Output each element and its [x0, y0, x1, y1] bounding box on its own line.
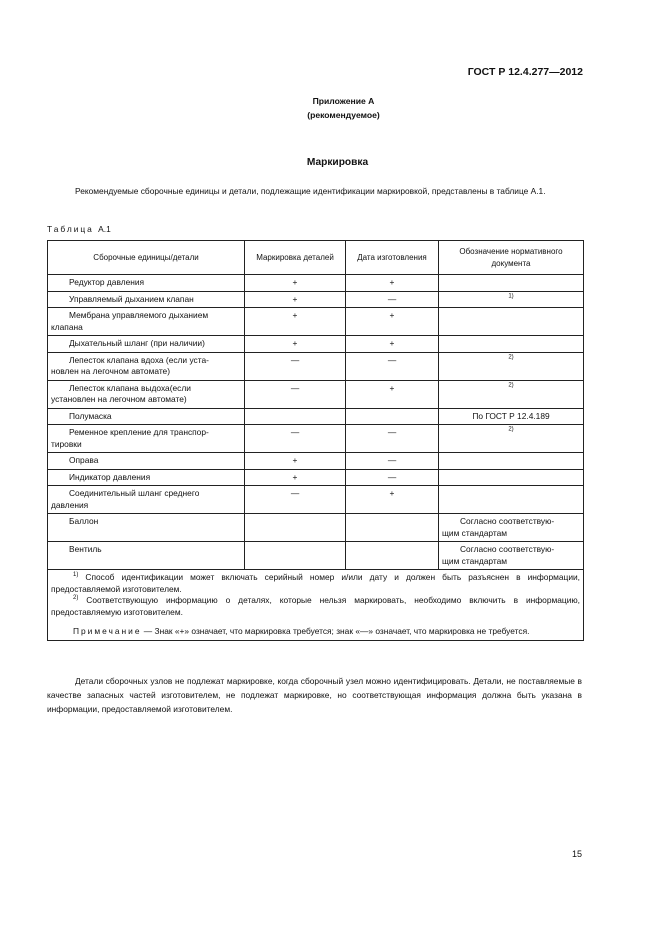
row-doc [439, 308, 584, 336]
row-marking: + [245, 275, 346, 292]
row-name: Соединительный шланг среднего [69, 488, 200, 498]
footnote-ref: 2) [508, 354, 514, 361]
intro-paragraph: Рекомендуемые сборочные единицы и детали, подлежащие идентификации маркировкой, представлены в таблице А.1. [75, 186, 546, 196]
row-name: Лепесток клапана вдоха (если уста- [69, 354, 209, 365]
table-caption-number: А.1 [98, 224, 111, 234]
note-text: — Знак «+» означает, что маркировка требуется; знак «—» означает, что маркировка не требуется. [141, 626, 530, 636]
row-date [346, 514, 439, 542]
row-doc-cont: щим стандартам [442, 527, 508, 538]
row-doc: По ГОСТ Р 12.4.189 [439, 408, 584, 425]
table-row [48, 336, 584, 353]
row-date: + [346, 336, 439, 353]
row-marking: — [245, 486, 346, 514]
table-header-row [48, 241, 584, 275]
row-name: Вентиль [69, 544, 102, 554]
page-number: 15 [571, 849, 582, 859]
header-marking: Маркировка деталей [245, 241, 346, 275]
row-date: — [346, 425, 439, 453]
table-footnotes-row [48, 570, 584, 641]
row-name-cont: тировки [51, 438, 82, 449]
row-name-cont: новлен на легочном автомате) [51, 366, 171, 376]
table-row [48, 486, 584, 514]
footnote-ref: 2) [508, 426, 514, 433]
row-name: Баллон [69, 516, 99, 526]
row-marking: + [245, 336, 346, 353]
row-name-cont: установлен на легочном автомате) [51, 394, 187, 404]
row-marking [245, 514, 346, 542]
row-name: Лепесток клапана выдоха(если [69, 382, 191, 393]
header-date: Дата изготовления [346, 241, 439, 275]
table-row [48, 408, 584, 425]
row-marking: — [245, 380, 346, 408]
row-date: — [346, 453, 439, 470]
footnote-mark: 2) [73, 595, 79, 602]
row-name: Полумаска [69, 410, 112, 421]
row-marking: + [245, 291, 346, 308]
row-marking: + [245, 308, 346, 336]
appendix-title: Приложение А [312, 96, 375, 106]
row-doc [439, 486, 584, 514]
row-date: + [346, 486, 439, 514]
row-name: Управляемый дыханием клапан [69, 293, 194, 304]
row-date: + [346, 275, 439, 292]
table-note [51, 626, 580, 638]
row-name: Оправа [69, 455, 99, 465]
footnote-2 [51, 595, 580, 618]
table-row [48, 308, 584, 336]
table-row [48, 425, 584, 453]
table-row [48, 291, 584, 308]
row-name: Дыхательный шланг (при наличии) [69, 338, 205, 348]
table-row [48, 453, 584, 470]
row-marking [245, 408, 346, 425]
row-name: Редуктор давления [69, 277, 145, 287]
row-marking: + [245, 469, 346, 486]
row-doc: Согласно соответствую- [460, 544, 555, 554]
table-row [48, 514, 584, 542]
row-doc [439, 453, 584, 470]
footnote-ref: 1) [508, 293, 514, 300]
row-marking: — [245, 425, 346, 453]
document-code: ГОСТ Р 12.4.277—2012 [467, 66, 583, 78]
row-date [346, 408, 439, 425]
header-units: Сборочные единицы/детали [48, 241, 245, 275]
footnote-text: Способ идентификации может включать серийный номер и/или дату и должен быть разъяснен в информации, предоставляемой изготовителем. [51, 572, 580, 594]
footnote-ref: 2) [508, 382, 514, 389]
table-caption [47, 224, 111, 234]
table-caption-word: Таблица [47, 224, 94, 234]
note-label: Примечание [73, 626, 142, 636]
row-date: + [346, 380, 439, 408]
row-doc [439, 469, 584, 486]
closing-paragraph: Детали сборочных узлов не подлежат маркировке, когда сборочный узел можно идентифицировать. Детали, не поставляемые в качестве запасных частей изготовителем, не подлежат маркировке, но соответствующая информация должна быть указана в информации, предоставляемой изготовителем. [47, 676, 582, 714]
table-row [48, 352, 584, 380]
row-name: Индикатор давления [69, 471, 151, 482]
row-date: + [346, 308, 439, 336]
footnote-mark: 1) [73, 572, 79, 579]
row-date [346, 542, 439, 570]
row-doc-cont: щим стандартам [442, 555, 508, 566]
footnote-text: Соответствующую информацию о деталях, которые нельзя маркировать, необходимо включить в информацию, предоставляемую изготовителем. [51, 595, 580, 617]
row-name: Мембрана управляемого дыханием [69, 310, 209, 320]
row-date: — [346, 469, 439, 486]
row-date: — [346, 291, 439, 308]
header-document: Обозначение нормативного документа [439, 241, 584, 275]
table-row [48, 275, 584, 292]
row-marking: — [245, 352, 346, 380]
row-name-cont: давления [51, 499, 89, 510]
marking-table [47, 240, 584, 641]
footnote-1 [51, 572, 580, 595]
appendix-heading [0, 94, 661, 122]
row-marking [245, 542, 346, 570]
row-date: — [346, 352, 439, 380]
row-name-cont: клапана [51, 321, 83, 332]
row-name: Ременное крепление для транспор- [69, 427, 209, 437]
row-doc [439, 336, 584, 353]
row-marking: + [245, 453, 346, 470]
row-doc: Согласно соответствую- [460, 516, 555, 526]
table-row [48, 542, 584, 570]
row-doc [439, 275, 584, 292]
table-row [48, 380, 584, 408]
section-title: Маркировка [306, 157, 369, 168]
appendix-subtitle: (рекомендуемое) [307, 110, 380, 120]
table-row [48, 469, 584, 486]
